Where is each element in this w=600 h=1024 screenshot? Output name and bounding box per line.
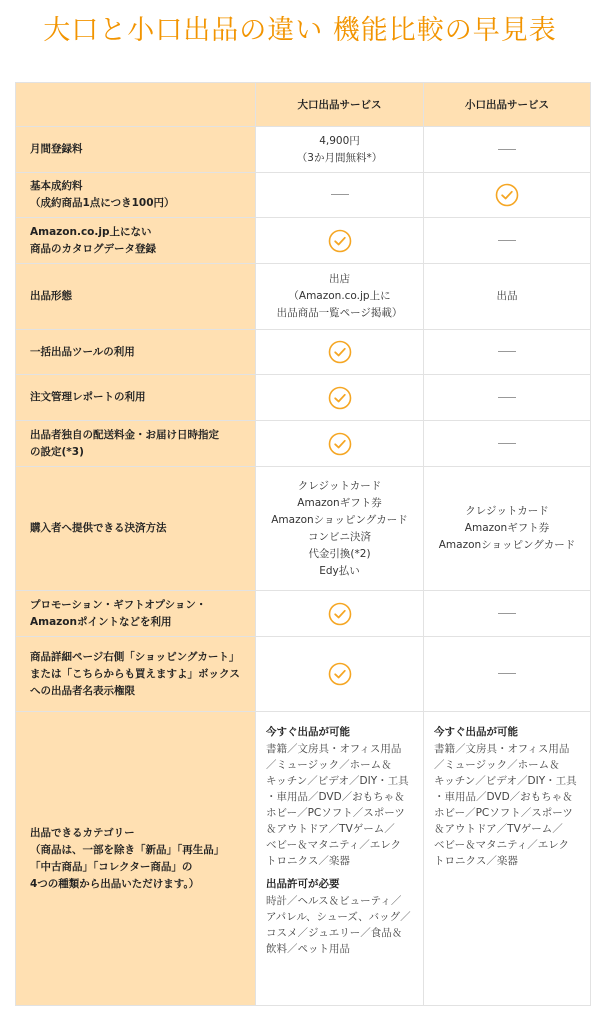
large-seller-cell — [256, 375, 424, 421]
dash-icon — [331, 194, 349, 195]
table-row — [16, 218, 591, 264]
cell-line: クレジットカード — [465, 505, 549, 517]
large-seller-cell — [256, 127, 424, 173]
cell-line: への出品者名表示権限 — [30, 684, 135, 697]
check-circle-icon — [328, 662, 352, 686]
small-seller-cell — [424, 218, 591, 264]
header-large-seller: 大口出品サービス — [256, 83, 424, 127]
small-seller-cell — [424, 591, 591, 637]
table-row — [16, 421, 591, 467]
table-row — [16, 467, 591, 591]
cell-line: 時計／ヘルス＆ビューティ／ — [266, 895, 402, 907]
large-seller-categories — [256, 712, 424, 1006]
cell-line: 代金引換(*2) — [308, 547, 371, 560]
cell-line: 4,900円 — [319, 134, 360, 147]
category-heading-available: 今すぐ出品が可能 — [266, 726, 350, 738]
cell-line: トロニクス／楽器 — [434, 855, 518, 867]
cell-line: ／ミュージック／ホーム＆ — [434, 759, 560, 771]
dash-icon — [498, 613, 516, 614]
large-seller-cell — [256, 173, 424, 218]
dash-icon — [498, 240, 516, 241]
cell-line: Amazonショッピングカード — [438, 539, 576, 551]
category-heading-permission: 出品許可が必要 — [266, 878, 340, 890]
small-seller-cell — [424, 637, 591, 712]
small-seller-cell — [424, 330, 591, 375]
cell-line: トロニクス／楽器 — [266, 855, 350, 867]
check-circle-icon — [328, 432, 352, 456]
large-seller-cell — [256, 264, 424, 330]
large-seller-cell — [256, 330, 424, 375]
cell-line: ・車用品／DVD／おもちゃ＆ — [266, 791, 405, 803]
cell-line: （成約商品1点につき100円） — [30, 197, 175, 209]
cell-line: （Amazon.co.jp上に — [288, 290, 391, 302]
header-small-seller: 小口出品サービス — [424, 83, 591, 127]
cell-line: 出店 — [329, 273, 350, 285]
cell-line: ホビー／PCソフト／スポーツ — [434, 807, 573, 819]
cell-line: 書籍／文房具・オフィス用品 — [266, 743, 402, 755]
table-row — [16, 375, 591, 421]
cell-line: ベビー＆マタニティ／エレク — [266, 839, 402, 851]
cell-line: 出品商品一覧ページ掲載） — [276, 307, 403, 319]
small-seller-cell — [424, 421, 591, 467]
cell-line: コンビニ決済 — [308, 530, 371, 543]
table-row — [16, 637, 591, 712]
row-label — [16, 375, 256, 421]
cell-line: ＆アウトドア／TVゲーム／ — [434, 823, 563, 835]
dash-icon — [498, 397, 516, 398]
small-seller-cell — [424, 375, 591, 421]
dash-icon — [498, 673, 516, 674]
cell-line: キッチン／ビデオ／DIY・工具 — [266, 775, 409, 787]
row-label — [16, 173, 256, 218]
large-seller-cell — [256, 591, 424, 637]
check-circle-icon — [328, 386, 352, 410]
cell-line: プロモーション・ギフトオプション・ — [30, 598, 207, 611]
check-circle-icon — [328, 340, 352, 364]
row-label — [16, 467, 256, 591]
page-title: 大口と小口出品の違い 機能比較の早見表 — [43, 15, 557, 46]
row-label — [16, 218, 256, 264]
table-row — [16, 127, 591, 173]
cell-line: 基本成約料 — [30, 180, 83, 192]
cell-line: Amazonショッピングカード — [271, 513, 408, 526]
row-label — [16, 591, 256, 637]
cell-line: アパレル、シューズ、バッグ／ — [266, 911, 411, 923]
cell-line: ・車用品／DVD／おもちゃ＆ — [434, 791, 573, 803]
check-circle-icon — [328, 229, 352, 253]
cell-line: の設定(*3) — [30, 445, 84, 458]
category-heading-available: 今すぐ出品が可能 — [434, 726, 518, 738]
category-row — [16, 712, 591, 1006]
cell-line: Edy払い — [319, 564, 360, 577]
row-label — [16, 637, 256, 712]
cell-line: 出品者独自の配送料金・お届け日時指定 — [30, 428, 219, 441]
cell-line: または「こちらからも買えますよ」ボックス — [30, 667, 240, 680]
cell-line: （商品は、一部を除き「新品」「再生品」 — [30, 843, 225, 856]
cell-line: ホビー／PCソフト／スポーツ — [266, 807, 405, 819]
cell-line: Amazonギフト券 — [464, 522, 550, 534]
table-header-row — [16, 83, 591, 127]
cell-line: 商品のカタログデータ登録 — [30, 242, 156, 255]
cell-line: 出品形態 — [30, 290, 72, 302]
cell-line: ベビー＆マタニティ／エレク — [434, 839, 570, 851]
cell-line: クレジットカード — [297, 479, 382, 492]
cell-line: 購入者へ提供できる決済方法 — [30, 522, 167, 534]
cell-line: Amazon.co.jp上にない — [30, 225, 152, 238]
large-seller-cell — [256, 467, 424, 591]
check-circle-icon — [495, 183, 519, 207]
cell-line: キッチン／ビデオ／DIY・工具 — [434, 775, 577, 787]
category-label — [16, 712, 256, 1006]
small-seller-cell — [424, 127, 591, 173]
row-label — [16, 264, 256, 330]
cell-line: （3か月間無料*） — [296, 151, 383, 164]
dash-icon — [498, 443, 516, 444]
check-circle-icon — [328, 602, 352, 626]
cell-line: 書籍／文房具・オフィス用品 — [434, 743, 570, 755]
table-row — [16, 591, 591, 637]
cell-line: ／ミュージック／ホーム＆ — [266, 759, 392, 771]
row-label — [16, 421, 256, 467]
cell-line: 一括出品ツールの利用 — [30, 345, 135, 358]
small-seller-cell — [424, 467, 591, 591]
table-row — [16, 264, 591, 330]
row-label — [16, 127, 256, 173]
cell-line: 「中古商品」「コレクター商品」の — [30, 860, 193, 873]
large-seller-cell — [256, 218, 424, 264]
cell-line: 出品 — [496, 290, 518, 302]
cell-line: Amazonポイントなどを利用 — [30, 615, 172, 628]
cell-line: コスメ／ジュエリー／食品＆ — [266, 927, 403, 939]
small-seller-cell — [424, 173, 591, 218]
dash-icon — [498, 149, 516, 150]
cell-line: 出品できるカテゴリー — [30, 826, 135, 839]
cell-line: 4つの種類から出品いただけます。） — [30, 877, 200, 890]
cell-line: ＆アウトドア／TVゲーム／ — [266, 823, 395, 835]
small-seller-cell — [424, 264, 591, 330]
row-label — [16, 330, 256, 375]
cell-line: 注文管理レポートの利用 — [30, 391, 146, 403]
dash-icon — [498, 351, 516, 352]
cell-line: Amazonギフト券 — [297, 496, 382, 509]
large-seller-cell — [256, 637, 424, 712]
table-row — [16, 173, 591, 218]
small-seller-categories — [424, 712, 591, 1006]
cell-line: 月間登録料 — [30, 143, 83, 155]
header-corner — [16, 83, 256, 127]
large-seller-cell — [256, 421, 424, 467]
table-row — [16, 330, 591, 375]
cell-line: 商品詳細ページ右側「ショッピングカート」 — [30, 650, 240, 663]
comparison-table — [15, 82, 591, 1006]
cell-line: 飲料／ペット用品 — [266, 943, 350, 955]
